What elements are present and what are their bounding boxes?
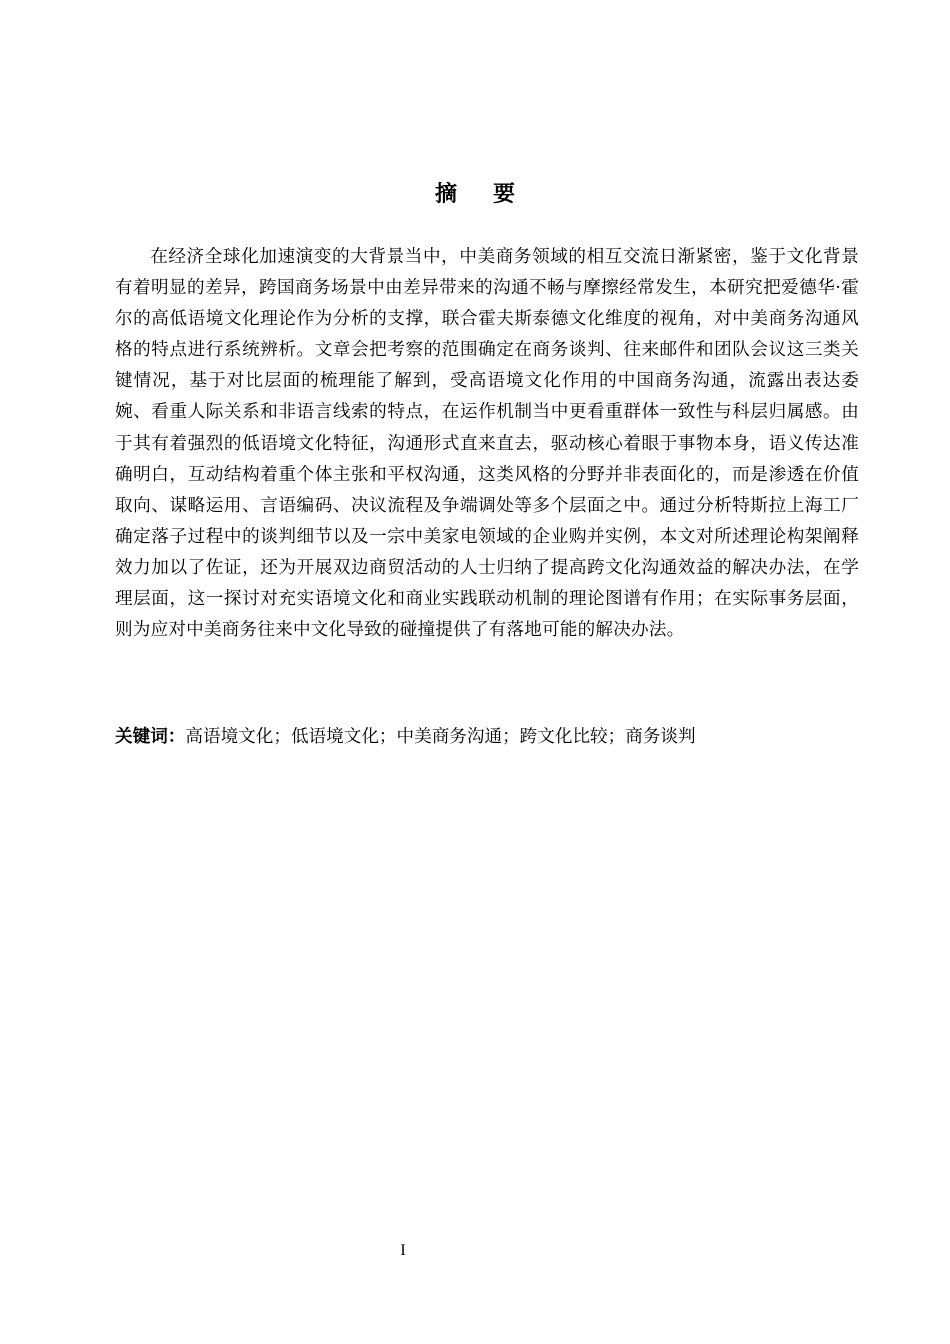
page-title: 摘要 — [434, 182, 551, 207]
keywords-line — [115, 722, 859, 753]
abstract-paragraph: 在经济全球化加速演变的大背景当中，中美商务领域的相互交流日渐紧密，鉴于文化背景有着明显的差异，跨国商务场景中由差异带来的沟通不畅与摩擦经常发生，本研究把爱德华·霍尔的高低语境文化理论作为分析的支撑，联合霍夫斯泰德文化维度的视角，对中美商务沟通风格的特点进行系统辨析。文章会把考察的范围确定在商务谈判、往来邮件和团队会议这三类关键情况，基于对比层面的梳理能了解到，受高语境文化作用的中国商务沟通，流露出表达委婉、看重人际关系和非语言线索的特点，在运作机制当中更看重群体一致性与科层归属感。由于其有着强烈的低语境文化特征，沟通形式直来直去，驱动核心着眼于事物本身，语义传达准确明白，互动结构着重个体主张和平权沟通，这类风格的分野并非表面化的，而是渗透在价值取向、谋略运用、言语编码、决议流程及争端调处等多个层面之中。通过分析特斯拉上海工厂确定落子过程中的谈判细节以及一宗中美家电领域的企业购并实例，本文对所述理论构架阐释效力加以了佐证，还为开展双边商贸活动的人士归纳了提高跨文化沟通效益的解决办法，在学理层面，这一探讨对充实语境文化和商业实践联动机制的理论图谱有作用；在实际事务层面，则为应对中美商务往来中文化导致的碰撞提供了有落地可能的解决办法。 — [115, 247, 859, 641]
page-number: I — [400, 1242, 406, 1259]
keywords-label: 关键词： — [115, 727, 186, 747]
keywords-text: 高语境文化；低语境文化；中美商务沟通；跨文化比较；商务谈判 — [185, 727, 696, 747]
